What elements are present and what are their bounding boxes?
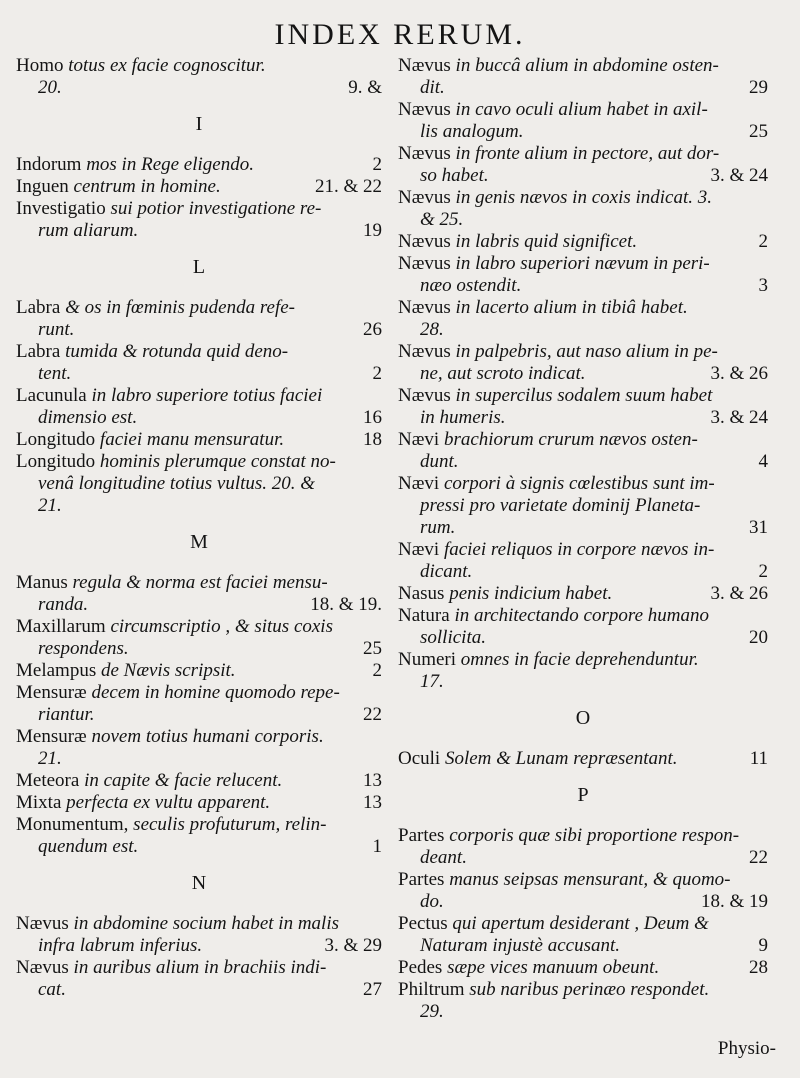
page-ref: 3. & 26 <box>710 363 768 384</box>
entry-text: decem in homine quomodo repe- <box>86 682 340 703</box>
index-entry <box>398 429 768 473</box>
entry-continuation: rum. <box>420 517 456 538</box>
entry-text: in cavo oculi alium habet in axil- <box>450 99 708 120</box>
index-entry <box>398 473 768 539</box>
entry-continuation: næo ostendit. <box>420 275 522 296</box>
entry-continuation: in humeris. <box>420 407 506 428</box>
entry-head: Maxillarum <box>16 616 106 637</box>
page-ref: 4 <box>758 451 768 472</box>
index-entry <box>16 429 382 451</box>
index-entry <box>398 385 768 429</box>
entry-continuation: & 25. <box>420 209 464 230</box>
entry-text: in labris quid significet. <box>450 231 638 252</box>
entry-continuation: Naturam injustè accusant. <box>420 935 621 956</box>
entry-continuation: lis analogum. <box>420 121 524 142</box>
entry-continuation: so habet. <box>420 165 489 186</box>
page-ref: 3. & 24 <box>710 407 768 428</box>
page-ref: 3 <box>758 275 768 296</box>
index-entry <box>16 385 382 429</box>
entry-text: mos in Rege eligendo. <box>81 154 254 175</box>
page-ref: 22 <box>363 704 382 725</box>
section-letter: M <box>190 531 208 553</box>
entry-text: novem totius humani corporis. <box>86 726 324 747</box>
entry-text: penis indicium habet. <box>444 583 613 604</box>
page-ref: 25 <box>749 121 768 142</box>
index-entry <box>398 583 768 605</box>
page-ref: 9 <box>758 935 768 956</box>
index-entry <box>398 55 768 99</box>
index-entry <box>16 682 382 726</box>
entry-text: qui apertum desiderant , Deum & <box>447 913 709 934</box>
entry-head: Nævus <box>16 913 69 934</box>
page-ref: 31 <box>749 517 768 538</box>
entry-head: Mensuræ <box>16 726 87 747</box>
entry-continuation: randa. <box>38 594 89 615</box>
index-entry <box>398 231 768 253</box>
page-ref: 22 <box>749 847 768 868</box>
entry-text: de Nævis scripsit. <box>96 660 236 681</box>
entry-continuation: dicant. <box>420 561 473 582</box>
index-entry <box>398 913 768 957</box>
page-ref: 19 <box>363 220 382 241</box>
entry-text: in architectando corpore humano <box>449 605 709 626</box>
index-entry <box>16 770 382 792</box>
index-entry <box>398 99 768 143</box>
page-ref: 2 <box>372 660 382 681</box>
entry-continuation: rum aliarum. <box>38 220 139 241</box>
page-ref: 2 <box>758 561 768 582</box>
entry-continuation: sollicita. <box>420 627 486 648</box>
entry-continuation: dimensio est. <box>38 407 138 428</box>
entry-head: Monumentum, <box>16 814 129 835</box>
entry-text: in supercilus sodalem suum habet <box>450 385 713 406</box>
entry-text: sub naribus perinæo respondet. <box>464 979 710 1000</box>
page-ref: 2 <box>372 363 382 384</box>
entry-head: Nævus <box>398 231 451 252</box>
entry-continuation: 21. <box>38 495 62 516</box>
entry-continuation: quendum est. <box>38 836 139 857</box>
section-letter: P <box>577 784 589 806</box>
index-entry <box>16 616 382 660</box>
entry-text: in genis nævos in coxis indicat. 3. <box>450 187 713 208</box>
entry-continuation: 21. <box>38 748 62 769</box>
index-entry <box>16 55 382 99</box>
page-ref: 21. & 22 <box>314 176 382 197</box>
page-ref: 13 <box>363 770 382 791</box>
entry-text: regula & norma est faciei mensu- <box>67 572 328 593</box>
index-entry <box>398 979 768 1023</box>
index-entry <box>16 814 382 858</box>
index-entry <box>398 539 768 583</box>
page-ref: 18. & 19. <box>310 594 382 615</box>
entry-head: Nævus <box>398 385 451 406</box>
entry-text: totus ex facie cognoscitur. <box>63 55 266 76</box>
section-letter: N <box>191 872 207 894</box>
entry-head: Longitudo <box>16 451 96 472</box>
index-entry <box>398 341 768 385</box>
entry-head: Nævus <box>16 957 69 978</box>
page-ref: 29 <box>749 77 768 98</box>
entry-head: Nævus <box>398 143 451 164</box>
entry-head: Mixta <box>16 792 62 813</box>
page-ref: 18. & 19 <box>700 891 768 912</box>
page-ref: 18 <box>363 429 382 450</box>
entry-text: in buccâ alium in abdomine osten- <box>450 55 719 76</box>
index-entry <box>398 869 768 913</box>
page-ref: 9. & <box>348 77 382 98</box>
index-entry <box>16 913 382 957</box>
index-entry <box>398 748 768 770</box>
entry-continuation: ne, aut scroto indicat. <box>420 363 586 384</box>
index-entry <box>16 341 382 385</box>
entry-text: perfecta ex vultu apparent. <box>61 792 271 813</box>
entry-text: in labro superiori nævum in peri- <box>450 253 710 274</box>
entry-head: Lacunula <box>16 385 87 406</box>
catchword: Physio- <box>717 1038 776 1059</box>
section-letter: L <box>192 256 206 278</box>
entry-head: Labra <box>16 297 61 318</box>
entry-continuation: deant. <box>420 847 467 868</box>
entry-head: Meteora <box>16 770 80 791</box>
entry-text: circumscriptio , & situs coxis <box>105 616 333 637</box>
entry-text: faciei reliquos in corpore nævos in- <box>439 539 715 560</box>
entry-text: in auribus alium in brachiis indi- <box>68 957 327 978</box>
page-ref: 20 <box>749 627 768 648</box>
entry-text: seculis profuturum, relin- <box>128 814 327 835</box>
page-ref: 13 <box>363 792 382 813</box>
index-entry <box>398 187 768 231</box>
entry-text: brachiorum crurum nævos osten- <box>439 429 698 450</box>
entry-head: Philtrum <box>398 979 465 1000</box>
index-entry <box>16 957 382 1001</box>
entry-head: Inguen <box>16 176 69 197</box>
entry-continuation: pressi pro varietate dominij Planeta- <box>420 495 701 516</box>
entry-text: manus seipsas mensurant, & quomo- <box>444 869 731 890</box>
entry-text: sui potior investigatione re- <box>105 198 322 219</box>
entry-text: omnes in facie deprehenduntur. <box>456 649 699 670</box>
index-entry <box>16 176 382 198</box>
entry-head: Nævus <box>398 341 451 362</box>
entry-text: & os in fœminis pudenda refe- <box>60 297 295 318</box>
entry-text: in labro superiore totius faciei <box>86 385 323 406</box>
page-ref: 26 <box>363 319 382 340</box>
entry-head: Melampus <box>16 660 97 681</box>
index-entry <box>16 451 382 517</box>
entry-text: in fronte alium in pectore, aut dor- <box>450 143 720 164</box>
page-ref: 3. & 24 <box>710 165 768 186</box>
page-ref: 3. & 29 <box>324 935 382 956</box>
entry-head: Pedes <box>398 957 443 978</box>
section-letter: O <box>575 707 591 729</box>
entry-head: Nævi <box>398 473 440 494</box>
page-ref: 1 <box>372 836 382 857</box>
entry-head: Partes <box>398 825 445 846</box>
index-entry <box>16 726 382 770</box>
index-entry <box>398 253 768 297</box>
index-entry <box>398 649 768 693</box>
page-ref: 28 <box>749 957 768 978</box>
entry-text: tumida & rotunda quid deno- <box>60 341 289 362</box>
entry-continuation: 20. <box>38 77 62 98</box>
entry-head: Homo <box>16 55 64 76</box>
entry-continuation: respondens. <box>38 638 129 659</box>
entry-text: corporis quæ sibi proportione respon- <box>444 825 740 846</box>
entry-text: in capite & facie relucent. <box>79 770 283 791</box>
entry-continuation: infra labrum inferius. <box>38 935 203 956</box>
entry-continuation: tent. <box>38 363 72 384</box>
entry-text: in palpebris, aut naso alium in pe- <box>450 341 718 362</box>
entry-head: Longitudo <box>16 429 96 450</box>
entry-text: sæpe vices manuum obeunt. <box>442 957 660 978</box>
index-entry <box>16 154 382 176</box>
entry-continuation: do. <box>420 891 444 912</box>
entry-head: Indorum <box>16 154 82 175</box>
index-entry <box>398 825 768 869</box>
index-entry <box>16 572 382 616</box>
index-entry <box>398 297 768 341</box>
index-entry <box>398 143 768 187</box>
entry-continuation: riantur. <box>38 704 95 725</box>
entry-head: Mensuræ <box>16 682 87 703</box>
page-ref: 2 <box>758 231 768 252</box>
entry-continuation: 29. <box>420 1001 444 1022</box>
index-entry <box>16 660 382 682</box>
entry-head: Nasus <box>398 583 445 604</box>
page-ref: 25 <box>363 638 382 659</box>
entry-head: Nævi <box>398 429 440 450</box>
index-entry <box>16 792 382 814</box>
index-entry <box>16 198 382 242</box>
page-ref: 2 <box>372 154 382 175</box>
index-entry <box>16 297 382 341</box>
entry-head: Natura <box>398 605 450 626</box>
entry-continuation: 17. <box>420 671 444 692</box>
entry-head: Nævus <box>398 99 451 120</box>
entry-head: Nævi <box>398 539 440 560</box>
index-entry <box>398 957 768 979</box>
entry-head: Nævus <box>398 297 451 318</box>
entry-head: Numeri <box>398 649 457 670</box>
page-ref: 3. & 26 <box>710 583 768 604</box>
page-ref: 16 <box>363 407 382 428</box>
entry-text: faciei manu mensuratur. <box>95 429 285 450</box>
page-ref: 11 <box>749 748 768 769</box>
entry-text: in lacerto alium in tibiâ habet. <box>450 297 688 318</box>
entry-text: in abdomine socium habet in malis <box>68 913 339 934</box>
left-column <box>16 55 382 1001</box>
entry-continuation: 28. <box>420 319 444 340</box>
entry-continuation: runt. <box>38 319 75 340</box>
entry-head: Pectus <box>398 913 448 934</box>
entry-head: Investigatio <box>16 198 106 219</box>
entry-text: centrum in homine. <box>68 176 221 197</box>
entry-text: Solem & Lunam repræsentant. <box>440 748 678 769</box>
index-entry <box>398 605 768 649</box>
entry-text: hominis plerumque constat no- <box>95 451 336 472</box>
page-header: INDEX RERUM. <box>274 18 526 51</box>
entry-head: Partes <box>398 869 445 890</box>
entry-continuation: venâ longitudine totius vultus. 20. & <box>38 473 316 494</box>
page-ref: 27 <box>363 979 382 1000</box>
entry-head: Labra <box>16 341 61 362</box>
right-column <box>398 55 768 1023</box>
section-letter: I <box>195 113 203 135</box>
entry-head: Manus <box>16 572 68 593</box>
entry-head: Oculi <box>398 748 441 769</box>
entry-continuation: cat. <box>38 979 66 1000</box>
entry-head: Nævus <box>398 253 451 274</box>
entry-continuation: dunt. <box>420 451 459 472</box>
entry-text: corpori à signis cœlestibus sunt im- <box>439 473 715 494</box>
entry-continuation: dit. <box>420 77 445 98</box>
entry-head: Nævus <box>398 187 451 208</box>
entry-head: Nævus <box>398 55 451 76</box>
